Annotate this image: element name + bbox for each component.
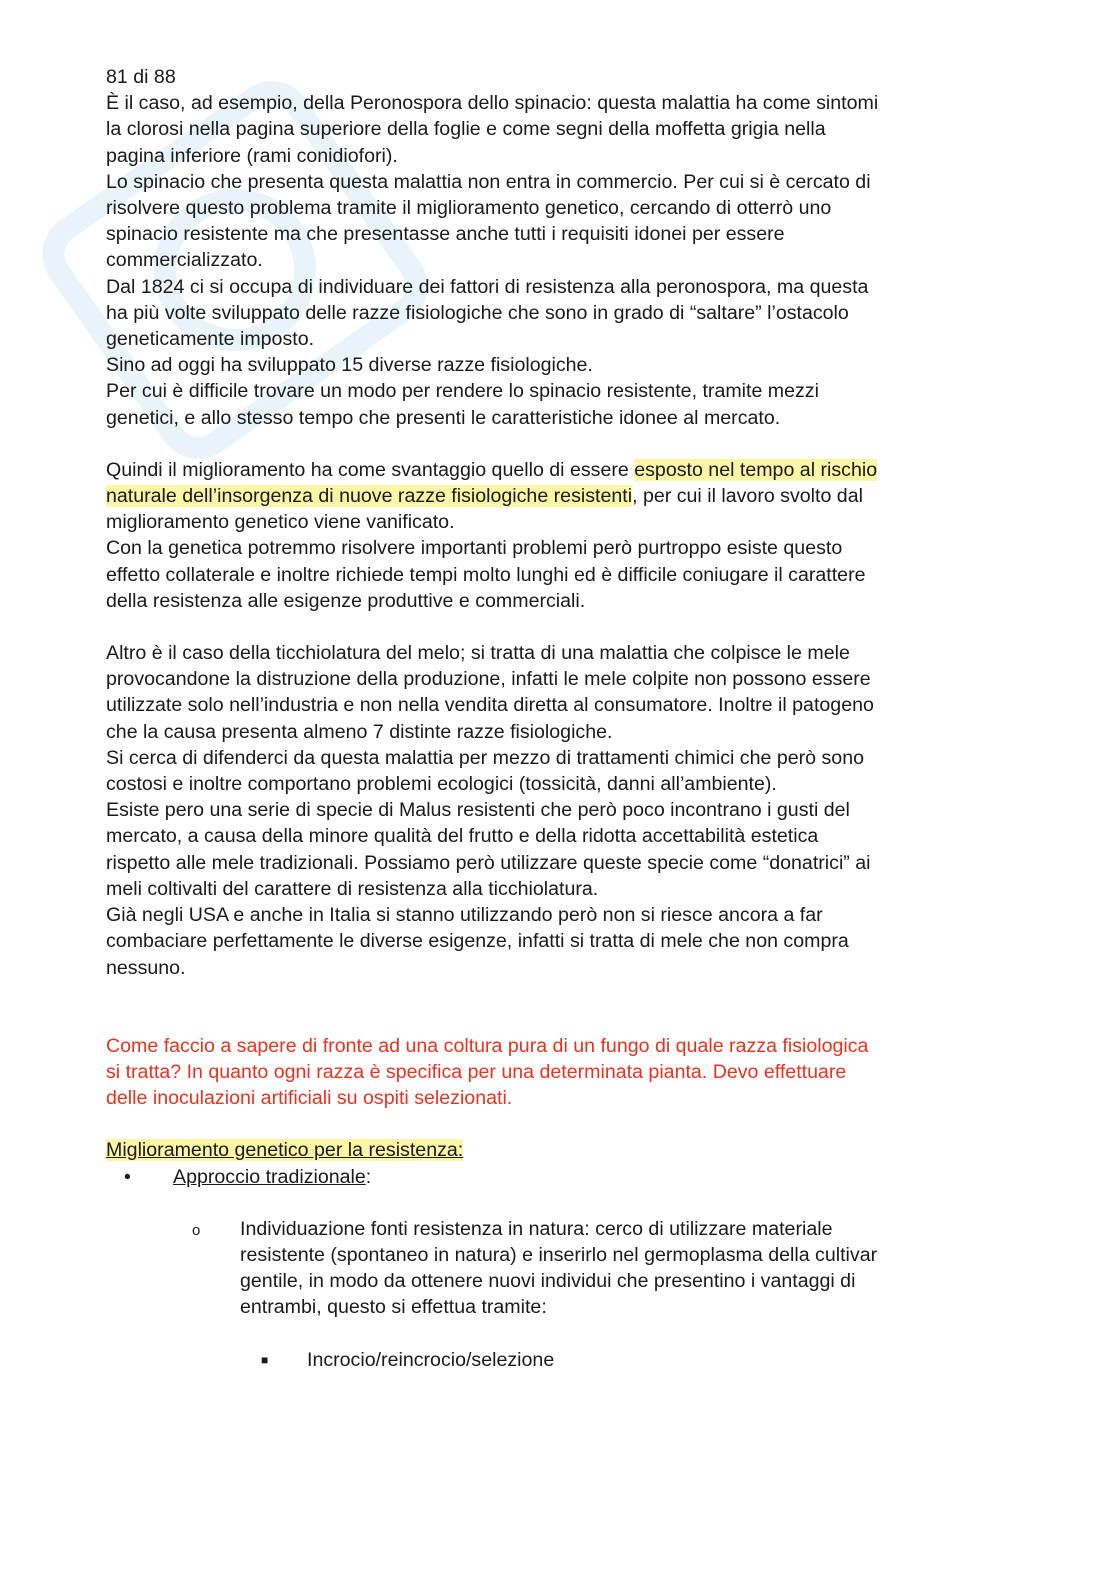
text-line: che la causa presenta almeno 7 distinte razze fisiologiche. <box>106 720 613 743</box>
paragraph-svantaggio <box>106 457 1006 614</box>
text-line: si tratta? In quanto ogni razza è specifica per una determinata pianta. Devo effettuare <box>106 1060 847 1083</box>
text-line: meli coltivalti del carattere di resistenza alla ticchiolatura. <box>106 877 599 900</box>
text-line: pagina inferiore (rami conidiofori). <box>106 144 398 167</box>
section-heading-text: Miglioramento genetico per la resistenza: <box>106 1139 464 1162</box>
list-item-label: Incrocio/reincrocio/selezione <box>307 1348 555 1371</box>
text-line: la clorosi nella pagina superiore della foglie e come segni della moffetta grigia nella <box>106 118 826 141</box>
text-line: Si cerca di difenderci da questa malattia per mezzo di trattamenti chimici che però sono <box>106 746 864 769</box>
list-item-level3 <box>106 1347 1006 1373</box>
text-line: Altro è il caso della ticchiolatura del melo; si tratta di una malattia che colpisce le mele <box>106 642 850 665</box>
text-line: Individuazione fonti resistenza in natura: cerco di utilizzare materiale <box>240 1217 833 1240</box>
bullet-icon: • <box>124 1165 131 1188</box>
text-line <box>106 457 1006 483</box>
paragraph-peronospora <box>106 90 1006 431</box>
text-line: Lo spinacio che presenta questa malattia non entra in commercio. Per cui si è cercato di <box>106 170 871 193</box>
text-line: geneticamente imposto. <box>106 328 315 351</box>
list-item-label: Approccio tradizionale <box>173 1165 366 1188</box>
text-line: gentile, in modo da ottenere nuovi individui che presentino i vantaggi di <box>240 1270 856 1293</box>
text-line: commercializzato. <box>106 249 263 272</box>
section-heading <box>106 1137 1006 1163</box>
text-line: effetto collaterale e inoltre richiede tempi molto lunghi ed è difficile coniugare il carattere <box>106 563 866 586</box>
text-line: genetici, e allo stesso tempo che presenti le caratteristiche idonee al mercato. <box>106 406 781 429</box>
text-line: Esiste pero una serie di specie di Malus resistenti che però poco incontrano i gusti del <box>106 799 850 822</box>
text-line: rispetto alle mele tradizionali. Possiamo però utilizzare queste specie come “donatrici” ai <box>106 851 871 874</box>
page-number: 81 di 88 <box>106 66 176 88</box>
text-line: Come faccio a sapere di fronte ad una coltura pura di un fungo di quale razza fisiologica <box>106 1034 869 1057</box>
text-line: nessuno. <box>106 956 186 979</box>
question-paragraph <box>106 1033 1006 1112</box>
text-line: resistente (spontaneo in natura) e inserirlo nel germoplasma della cultivar <box>240 1243 878 1266</box>
text-line: Con la genetica potremmo risolvere importanti problemi però purtroppo esiste questo <box>106 537 843 560</box>
circle-bullet-icon: o <box>192 1221 201 1239</box>
text-segment: Quindi il miglioramento ha come svantaggio quello di essere <box>106 458 635 481</box>
highlighted-text: naturale dell’insorgenza di nuove razze fisiologiche resistenti <box>106 485 633 508</box>
text-line: mercato, a causa della minore qualità del frutto e della ridotta accettabilità estetica <box>106 825 819 848</box>
text-line: entrambi, questo si effettua tramite: <box>240 1296 547 1319</box>
highlighted-text: esposto nel tempo al rischio <box>634 458 878 481</box>
text-line: ha più volte sviluppato delle razze fisiologiche che sono in grado di “saltare” l’ostacolo <box>106 301 849 324</box>
text-line: miglioramento genetico viene vanificato. <box>106 511 455 534</box>
list-item-level2 <box>106 1216 1006 1321</box>
list-item-level1 <box>106 1164 1006 1190</box>
text-line: risolvere questo problema tramite il miglioramento genetico, cercando di otterrò uno <box>106 197 832 220</box>
text-line: Per cui è difficile trovare un modo per rendere lo spinacio resistente, tramite mezzi <box>106 380 819 403</box>
text-line: Già negli USA e anche in Italia si stanno utilizzando però non si riesce ancora a far <box>106 904 823 927</box>
text-line: delle inoculazioni artificiali su ospiti selezionati. <box>106 1087 513 1110</box>
text-line: È il caso, ad esempio, della Peronospora dello spinacio: questa malattia ha come sintomi <box>106 92 879 115</box>
square-bullet-icon: ■ <box>261 1352 269 1367</box>
text-line: Dal 1824 ci si occupa di individuare dei fattori di resistenza alla peronospora, ma questa <box>106 275 869 298</box>
text-line: Sino ad oggi ha sviluppato 15 diverse razze fisiologiche. <box>106 354 593 377</box>
paragraph-ticchiolatura <box>106 640 1006 981</box>
text-line: combaciare perfettamente le diverse esigenze, infatti si tratta di mele che non compra <box>106 930 849 953</box>
text-line: della resistenza alle esigenze produttive e commerciali. <box>106 589 586 612</box>
text-line: utilizzate solo nell’industria e non nella vendita diretta al consumatore. Inoltre il patogeno <box>106 694 874 717</box>
text-line: provocandone la distruzione della produzione, infatti le mele colpite non possono essere <box>106 668 871 691</box>
text-line: spinacio resistente ma che presentasse anche tutti i requisiti idonei per essere <box>106 223 785 246</box>
text-line: costosi e inoltre comportano problemi ecologici (tossicità, danni all’ambiente). <box>106 773 777 796</box>
list-item-suffix: : <box>365 1165 372 1188</box>
text-segment: , per cui il lavoro svolto dal <box>632 485 863 508</box>
text-line <box>106 483 1006 509</box>
document-page <box>106 64 1006 1373</box>
